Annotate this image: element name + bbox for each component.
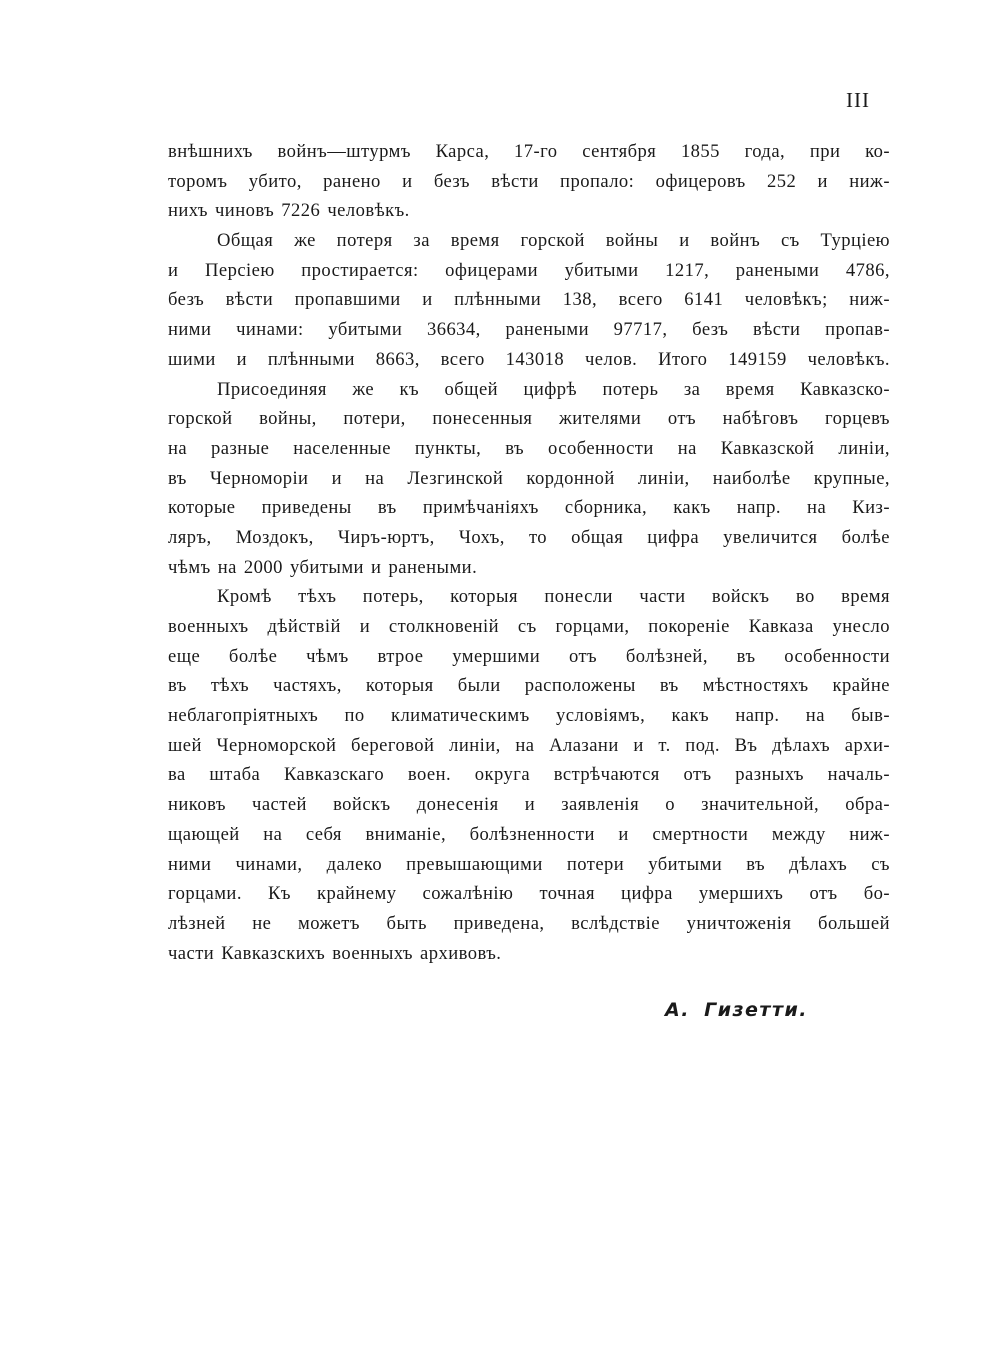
text-line: военныхъ дѣйствій и столкновеній съ горцами, покореніе Кавказа унесло <box>168 616 890 637</box>
text-line: нихъ чиновъ 7226 человѣкъ. <box>168 200 410 222</box>
text-line: чѣмъ на 2000 убитыми и ранеными. <box>168 556 478 578</box>
text-line: щающей на себя вниманіе, болѣзненности и смертности между ниж- <box>168 823 890 845</box>
text-line: неблагопріятныхъ по климатическимъ условіямъ, какъ напр. на быв- <box>168 705 890 727</box>
text-line: безъ вѣсти пропавшими и плѣнными 138, всего 6141 человѣкъ; ниж- <box>168 289 890 311</box>
text-line: части Кавказскихъ военныхъ архивовъ. <box>168 942 502 964</box>
text-line: въ Черноморіи и на Лезгинской кордонной линіи, наиболѣе крупные, <box>168 467 890 489</box>
text-line: ва штаба Кавказскаго воен. округа встрѣчаются отъ разныхъ началь- <box>168 764 890 786</box>
text-line: горской войны, потери, понесенныя жителями отъ набѣговъ горцевъ <box>168 408 890 430</box>
text-line: шей Черноморской береговой линіи, на Алазани и т. под. Въ дѣлахъ архи- <box>168 734 890 756</box>
text-line: шими и плѣнными 8663, всего 143018 челов. Итого 149159 человѣкъ. <box>168 348 890 370</box>
text-line: внѣшнихъ войнъ—штурмъ Карса, 17-го сентября 1855 года, при ко- <box>168 141 890 162</box>
text-line: торомъ убито, ранено и безъ вѣсти пропало: офицеровъ 252 и ниж- <box>168 170 890 192</box>
text-line: въ тѣхъ частяхъ, которыя были расположены въ мѣстностяхъ крайне <box>168 675 890 697</box>
text-line: на разные населенные пункты, въ особенности на Кавказской линіи, <box>168 437 890 459</box>
text-line: ними чинами, далеко превышающими потери убитыми въ дѣлахъ съ <box>168 853 890 875</box>
page-number: III <box>846 88 870 112</box>
text-line: еще болѣе чѣмъ втрое умершими отъ болѣзней, въ особенности <box>168 645 890 667</box>
body-text <box>168 137 890 968</box>
text-line: и Персіею простирается: офицерами убитыми 1217, ранеными 4786, <box>168 259 890 281</box>
text-line: лѣзней не можетъ быть приведена, вслѣдствіе уничтоженія большей <box>168 912 890 934</box>
text-line: Присоединяя же къ общей цифрѣ потерь за время Кавказско- <box>217 378 890 400</box>
text-line: Кромѣ тѣхъ потерь, которыя понесли части войскъ во время <box>217 586 890 608</box>
author-signature: А. Гизетти. <box>665 999 808 1021</box>
text-line: Общая же потеря за время горской войны и войнъ съ Турціею <box>217 230 890 252</box>
text-line: которые приведены въ примѣчаніяхъ сборника, какъ напр. на Киз- <box>168 497 890 519</box>
text-line: горцами. Къ крайнему сожалѣнію точная цифра умершихъ отъ бо- <box>168 883 890 905</box>
text-line: никовъ частей войскъ донесенія и заявленія о значительной, обра- <box>168 794 890 816</box>
text-line: ними чинами: убитыми 36634, ранеными 97717, безъ вѣсти пропав- <box>168 319 890 341</box>
text-line: ляръ, Моздокъ, Чиръ-юртъ, Чохъ, то общая цифра увеличится болѣе <box>168 526 890 548</box>
